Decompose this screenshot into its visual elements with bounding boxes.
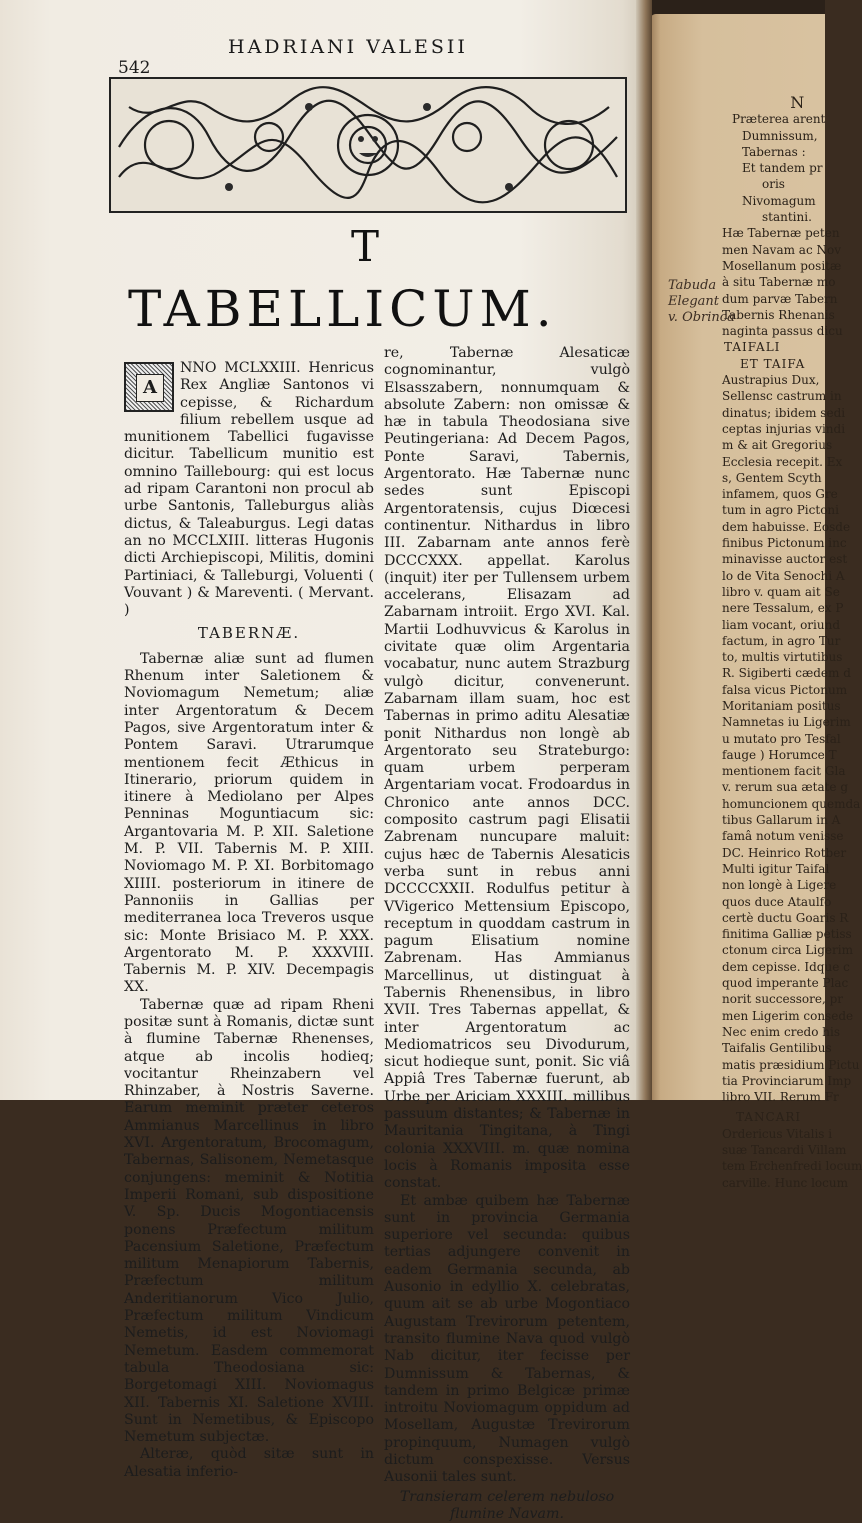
facing-line: v. rerum sua ætate g bbox=[722, 780, 849, 795]
facing-line: factum, in agro Tur bbox=[722, 633, 841, 648]
facing-line: mentionem facit Gla bbox=[722, 764, 846, 779]
facing-line: certè ductu Goaris R bbox=[722, 910, 849, 925]
facing-line: falsa vicus Pictonum bbox=[722, 682, 848, 697]
facing-line: Nivomagum bbox=[742, 193, 816, 208]
facing-line: suæ Tancardi Villam bbox=[722, 1143, 847, 1157]
facing-line: non longè à Ligere bbox=[722, 878, 837, 893]
facing-line: oris bbox=[762, 177, 785, 192]
handwritten-marginal-note bbox=[668, 278, 735, 326]
facing-line: lo de Vita Senochi A bbox=[722, 568, 845, 583]
facing-line: u mutato pro Tesfal bbox=[722, 731, 841, 746]
facing-line: famâ notum venisse bbox=[722, 829, 844, 844]
facing-line: s, Gentem Scyth bbox=[722, 470, 822, 485]
facing-line: dum parvæ Tabern bbox=[722, 291, 838, 306]
right-text-column bbox=[384, 345, 630, 1523]
facing-heading: TAIFALI bbox=[724, 340, 781, 355]
paragraph-tabellicum: NNO MCLXXIII. Henricus Rex Angliæ Santonos vi cepisse, & Richardum filium rebellem usque ad munitionem Tabellici fugavisse dicitur. Tabellicum munitio est omnino Taillebourg: qui est locus ad ripam Carantoni non procul ab urbe Santonis, Talleburgus aliàs dictus, & Taleaburgus. Legi datas an no MCCLXIII. litteras Hugonis dicti Archiepiscopi, Militis, domini Partiniaci, & Talleburgi, Voluenti ( Vouvant ) & Mareventi. ( Mervant. ) bbox=[124, 360, 374, 619]
facing-line: stantini. bbox=[762, 210, 812, 225]
book-gutter bbox=[636, 0, 652, 1100]
facing-line: quod imperante Plac bbox=[722, 976, 849, 991]
facing-page-text bbox=[722, 93, 862, 1191]
facing-line: homuncionem quemda bbox=[722, 796, 861, 811]
facing-line: libro v. quam ait Se bbox=[722, 584, 840, 599]
facing-line: finitima Galliæ petiss bbox=[722, 927, 852, 942]
running-title: HADRIANI VALESII bbox=[228, 36, 468, 58]
facing-line: Mosellanum positæ bbox=[722, 258, 842, 273]
facing-line: libro VII. Rerum Fr bbox=[722, 1090, 839, 1105]
facing-line: minavisse auctor est bbox=[722, 552, 848, 567]
facing-line: men Navam ac Nov bbox=[722, 242, 841, 257]
facing-line: ceptas injurias vindi bbox=[722, 421, 846, 436]
paragraph-tabernae-3: Alteræ, quòd sitæ sunt in Alesatia inferio- bbox=[124, 1446, 374, 1480]
entry-title: TABELLICUM. bbox=[128, 280, 557, 338]
facing-line: ctonum circa Ligerim bbox=[722, 943, 853, 958]
note-line: Elegant bbox=[668, 294, 720, 309]
facing-heading: TANCARI bbox=[736, 1110, 802, 1125]
initial-letter: A bbox=[136, 374, 164, 402]
note-line: v. Obrinca bbox=[668, 310, 735, 325]
section-heading-tabernae: TABERNÆ. bbox=[197, 624, 301, 643]
facing-line: Hæ Tabernæ peten bbox=[722, 226, 840, 241]
facing-line: naginta passus dicu bbox=[722, 324, 843, 339]
facing-line: R. Sigiberti cædem d bbox=[722, 666, 851, 681]
facing-line: liam vocant, oriund bbox=[722, 617, 841, 632]
facing-line: quos duce Ataulfo bbox=[722, 894, 832, 909]
facing-line: matis præsidium Pictu bbox=[722, 1057, 860, 1072]
facing-line: Multi igitur Taifal bbox=[722, 861, 830, 876]
facing-line: dem cepisse. Idque c bbox=[722, 959, 850, 974]
facing-line: Taifalis Gentilibus bbox=[722, 1041, 832, 1056]
facing-line: tibus Gallarum in A bbox=[722, 813, 841, 828]
paragraph-ausonius: Et ambæ quibem hæ Tabernæ sunt in provincia Germania superiore vel secunda: quibus tertias adjungere convenit in eadem Germania secunda, ab Ausonio in edyllio X. celebratas, quum ait se ab urbe Mogontiaco Augustam Trevirorum petentem, transito flumine Nava quod vulgò Nab dicitur, iter fecisse per Dumnissum & Tabernas, & tandem in primo Belgicæ primæ introitu Noviomagum oppidum ad Mosellam, Augustæ Trevirorum propinquum, Numagen vulgò dictum conspexisse. Versus Ausonii tales sunt. bbox=[384, 1192, 630, 1486]
facing-line: finibus Pictonum inc bbox=[722, 536, 847, 551]
facing-line: Nec enim credo his bbox=[722, 1024, 841, 1039]
facing-line: to, multis virtutibus bbox=[722, 650, 843, 665]
facing-line: Namnetas iu Ligerim bbox=[722, 715, 851, 730]
facing-line: Sellensc castrum in bbox=[722, 389, 842, 404]
facing-line: Præterea arent bbox=[732, 112, 826, 127]
facing-line: Tabernis Rhenanis bbox=[722, 307, 835, 322]
page-number: 542 bbox=[118, 58, 151, 78]
paragraph-alesaticae: re, Tabernæ Alesaticæ cognominantur, vulgò Elsasszabern, nonnumquam & absolute Zabern: non omissæ & hæ in tabula Theodosiana sive Peutingeriana: Ad Decem Pagos, Ponte Saravi, Tabernis, Argentorato. Hæ Tabernæ nunc sedes sunt Episcopi Argentoratensis, cujus Diœcesi continentur. Nithardus in libro III. Zabarnam ante annos ferè DCCCXXX. appellat. Karolus (inquit) iter per Tullensem urbem accelerans, Elisazam ad Zabarnam introiit. Ergo XVI. Kal. Martii Lodhuvvicus & Karolus in civitate quæ olim Argentaria vocabatur, nunc autem Strazburg vulgò dicitur, convenerunt. Zabarnam illam suam, hoc est Tabernas in primo aditu Alesatiæ ponit Nithardus non longè ab Argentorato seu Strateburgo: quam urbem perperam Argentariam vocat. Frodoardus in Chronico ante annos DCC. composito castrum pagi Elisatii Zabrenam nuncupare maluit: cujus hæc de Tabernis Alesaticis verba sunt in rebus anni DCCCCXXII. Rodulfus petitur à VVigerico Mettensium Episcopo, receptum in quoddam castrum in pagum Elisatium nomine Zabrenam. Has Ammianus Marcellinus, ut distinguat à Tabernis Rhenensibus, in libro XVII. Tres Tabernas appellat, & inter Argentoratum ac Mediomatricos seu Divodurum, sicut hodieque sunt, ponit. Sic viâ Appiâ Tres Tabernæ fuerunt, ab Urbe per Ariciam XXXIII. millibus passuum distantes; & Tabernæ in Mauritania Tingitana, à Tingi colonia XXXVIII. m. quæ nomina locis à Romanis imposita esse constat. bbox=[384, 345, 630, 1192]
facing-line: Et tandem pr bbox=[742, 161, 823, 176]
facing-line: men Ligerim consede bbox=[722, 1008, 854, 1023]
decorative-headpiece bbox=[109, 77, 627, 213]
facing-line: Ecclesia recepit. Ex bbox=[722, 454, 843, 469]
note-line: Tabuda bbox=[668, 278, 717, 293]
section-letter: T bbox=[350, 222, 379, 271]
facing-line: N bbox=[790, 93, 805, 112]
facing-line: DC. Heinrico Rotber bbox=[722, 845, 847, 860]
ornamental-initial bbox=[124, 362, 174, 412]
verse-line: Transieram celerem nebuloso flumine Navam. bbox=[399, 1488, 615, 1522]
facing-line: à situ Tabernæ mo bbox=[722, 275, 836, 290]
facing-line: Ordericus Vitalis i bbox=[722, 1126, 833, 1141]
facing-heading: ET TAIFA bbox=[740, 356, 806, 371]
facing-line: norit successore, pr bbox=[722, 992, 844, 1007]
paragraph-tabernae-1: Tabernæ aliæ sunt ad flumen Rhenum inter Saletionem & Noviomagum Nemetum; aliæ inter Argentoratum & Decem Pagos, sive Argentoratum inter & Pontem Saravi. Utrarumque mentionem fecit Æthicus in Itinerario, priorum quidem in itinere à Mediolano per Alpes Penninas Moguntiacum sic: Argantovaria M. P. XII. Saletione M. P. VII. Tabernis M. P. XIII. Noviomago M. P. XI. Borbitomago XIIII. posteriorum in itinere de Pannoniis in Gallias per mediterranea loca Treveros usque sic: Monte Brisiaco M. P. XXX. Argentorato M. P. XXXVIII. Tabernis M. P. XIV. Decempagis XX. bbox=[124, 650, 374, 996]
facing-line: dinatus; ibidem sedi bbox=[722, 405, 846, 420]
facing-line: Austrapius Dux, bbox=[722, 373, 820, 388]
facing-line: Tabernas : bbox=[742, 144, 806, 159]
facing-line: Dumnissum, bbox=[742, 128, 818, 143]
facing-line: fauge ) Horumce T bbox=[722, 747, 837, 762]
facing-line: carville. Hunc locum bbox=[722, 1175, 848, 1190]
facing-line: infamem, quos Gre bbox=[722, 487, 838, 502]
facing-line: Moritaniam positus bbox=[722, 698, 841, 713]
paragraph-tabernae-2: Tabernæ quæ ad ripam Rheni positæ sunt à Romanis, dictæ sunt à flumine Tabernæ Rhenenses, atque ab incolis hodieq; vocitantur Rheinzabern vel Rhinzaber, à Nostris Saverne. Earum meminit præter ceteros Ammianus Marcellinus in libro XVI. Argentoratum, Brocomagum, Tabernas, Salisonem, Nemetasque conjungens: meminit & Notitia Imperii Romani, sub dispositione V. Sp. Ducis Mogontiacensis ponens Præfectum militum Pacensium Saletione, Præfectum militum Menapiorum Tabernis, Præfectum militum Anderitianorum Vico Julio, Præfectum militum Vindicum Nemetis, id est Noviomagi Nemetum. Easdem commemorat tabula Theodosiana sic: Borgetomagi XIII. Noviomagus XII. Tabernis XI. Saletione XVIII. Sunt in Nemetibus, & Episcopo Nemetum subjectæ. bbox=[124, 996, 374, 1446]
facing-line: m & ait Gregorius bbox=[722, 438, 833, 453]
facing-line: tum in agro Pictoni bbox=[722, 503, 839, 518]
left-text-column bbox=[124, 360, 374, 1481]
facing-line: dem habuisse. Eosde bbox=[722, 519, 851, 534]
facing-line: nere Tessalum, ex P bbox=[722, 601, 844, 616]
facing-line: tem Erchenfredi locum bbox=[722, 1159, 862, 1174]
facing-line: tia Provinciarum Imp bbox=[722, 1073, 852, 1088]
